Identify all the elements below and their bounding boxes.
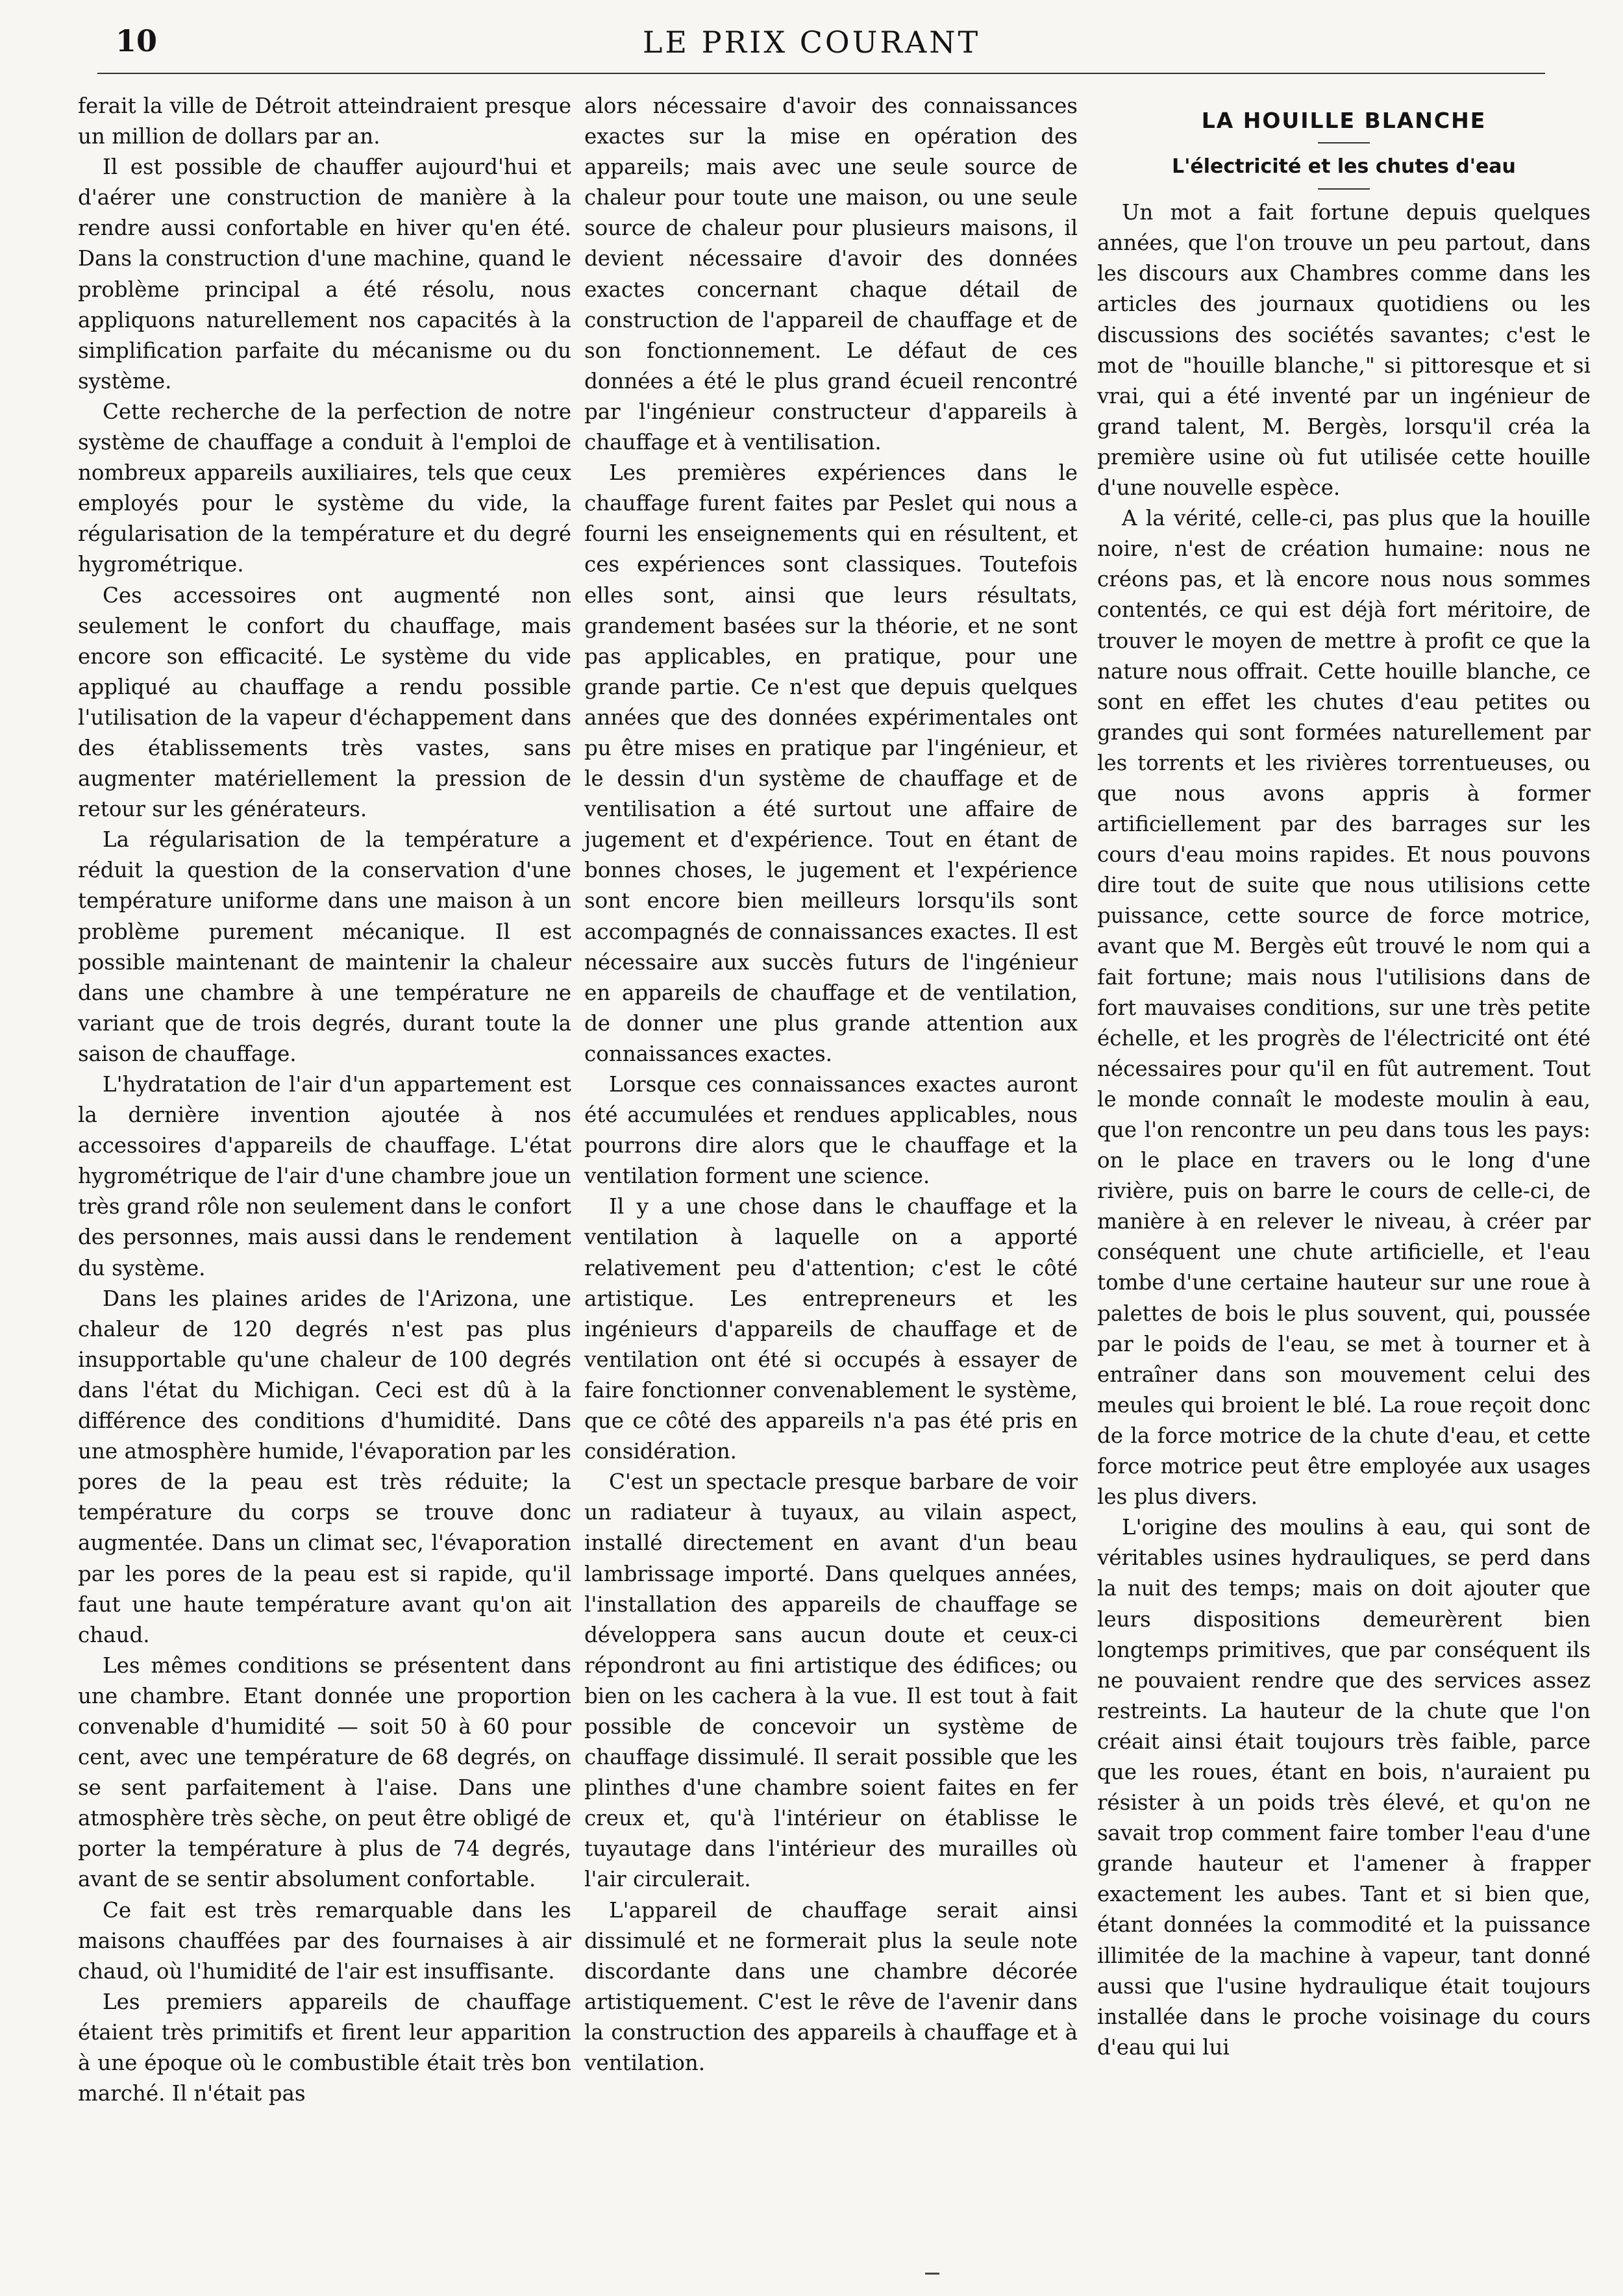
paragraph: Un mot a fait fortune depuis quelques années, que l'on trouve un peu partout, dans les discours aux Chambres comme dans les articles des journaux quotidiens ou les discussions des sociétés savantes; c'est le mot de "houille blanche," si pittoresque et si vrai, qui a été inventé par un ingénieur de grand talent, M. Bergès, lorsqu'il créa la première usine où fut utilisée cette houille d'une nouvelle espèce. bbox=[1097, 200, 1591, 501]
paragraph: Dans les plaines arides de l'Arizona, une chaleur de 120 degrés n'est pas plus insupportable qu'une chaleur de 100 degrés dans l'état du Michigan. Ceci est dû à la différence des conditions d'humidité. Dans une atmosphère humide, l'évaporation par les pores de la peau est très réduite; la température du corps se trouve donc augmentée. Dans un climat sec, l'évaporation par les pores de la peau est si rapide, qu'il faut une haute température avant qu'on ait chaud. bbox=[78, 1286, 571, 1647]
paragraph: ferait la ville de Détroit atteindraient presque un million de dollars par an. bbox=[78, 94, 571, 149]
column-1 bbox=[78, 91, 571, 2109]
paragraph: Les premiers appareils de chauffage étaient très primitifs et firent leur apparition à une époque où le combustible était très bon marché. Il n'était pas bbox=[78, 1989, 571, 2106]
paragraph: Ces accessoires ont augmenté non seulement le confort du chauffage, mais encore son efficacité. Le système du vide appliqué au chauffage a rendu possible l'utilisation de la vapeur d'échappement dans des établissements très vastes, sans augmenter matériellement la pression de retour sur les générateurs. bbox=[78, 582, 571, 822]
paragraph: L'hydratation de l'air d'un appartement est la dernière invention ajoutée à nos accessoires d'appareils de chauffage. L'état hygrométrique de l'air d'une chambre joue un très grand rôle non seulement dans le confort des personnes, mais aussi dans le rendement du système. bbox=[78, 1072, 571, 1280]
paragraph: Les premières expériences dans le chauffage furent faites par Peslet qui nous a fourni les enseignements qui en résultent, et ces expériences sont classiques. Toutefois elles sont, ainsi que leurs résultats, grandement basées sur la théorie, et ne sont pas applicables, en pratique, pour une grande partie. Ce n'est que depuis quelques années que des données expérimentales ont pu être mises en pratique par l'ingénieur, et le dessin d'un système de chauffage et de ventilisation a été surtout une affaire de jugement et d'expérience. Tout en étant de bonnes choses, le jugement et l'expérience sont encore bien meilleurs lorsqu'ils sont accompagnés de connaissances exactes. Il est nécessaire aux succès futurs de l'ingénieur en appareils de chauffage et de ventilation, de donner une plus grande attention aux connaissances exactes. bbox=[584, 460, 1078, 1066]
paragraph: A la vérité, celle-ci, pas plus que la houille noire, n'est de création humaine: nous ne créons pas, et là encore nous nous sommes contentés, ce qui est déjà fort méritoire, de trouver le moyen de mettre à profit ce que la nature nous offrait. Cette houille blanche, ce sont en effet les chutes d'eau petites ou grandes qui sont formées naturellement par les torrents et les rivières torrentueuses, ou que nous avons appris à former artificiellement par des barrages sur les cours d'eau moins rapides. Et nous pouvons dire tout de suite que nous utilisions cette puissance, cette source de force motrice, avant que M. Bergès eût trouvé le nom qui a fait fortune; mais nous l'utilisions dans de fort mauvaises conditions, sur une très petite échelle, et les progrès de l'électricité ont été nécessaires pour qu'il en fût autrement. Tout le monde connaît le modeste moulin à eau, que l'on rencontre un peu dans tous les pays: on le place en travers ou le long d'une rivière, puis on barre le cours de celle-ci, de manière à en relever le niveau, à créer par conséquent une chute artificielle, et l'eau tombe d'une certaine hauteur sur une roue à palettes de bois le plus souvent, qui, poussée par le poids de l'eau, se met à tourner et à entraîner dans son mouvement celui des meules qui broient le blé. La roue reçoit donc de la force motrice de la chute d'eau, et cette force motrice peut être employée aux usages les plus divers. bbox=[1097, 506, 1591, 1510]
paragraph: C'est un spectacle presque barbare de voir un radiateur à tuyaux, au vilain aspect, installé directement en avant d'un beau lambrissage importé. Dans quelques années, l'installation des appareils de chauffage se développera sans aucun doute et ceux-ci répondront au fini artistique des édifices; ou bien on les cachera à la vue. Il est tout à fait possible de concevoir un système de chauffage dissimulé. Il serait possible que les plinthes d'une chambre soient faites en fer creux et, qu'à l'intérieur on établisse le tuyautage dans l'intérieur des murailles où l'air circulerait. bbox=[584, 1469, 1078, 1892]
page-number: 10 bbox=[116, 23, 158, 58]
header-rule bbox=[97, 73, 1545, 74]
title-divider bbox=[1318, 142, 1370, 144]
article-subtitle: L'électricité et les chutes d'eau bbox=[1172, 155, 1516, 179]
paragraph: alors nécessaire d'avoir des connaissances exactes sur la mise en opération des appareils; mais avec une seule source de chaleur pour toute une maison, ou une seule source de chaleur pour plusieurs maisons, il devient nécessaire d'avoir des données exactes concernant chaque détail de construction de l'appareil de chauffage et de son fonctionnement. Le défaut de ces données a été le plus grand écueil rencontré par l'ingénieur constructeur d'appareils à chauffage et à ventilisation. bbox=[584, 94, 1078, 455]
paragraph: Ce fait est très remarquable dans les maisons chauffées par des fournaises à air chaud, où l'humidité de l'air est insuffisante. bbox=[78, 1897, 571, 1984]
subtitle-divider bbox=[1318, 188, 1370, 190]
paragraph: Les mêmes conditions se présentent dans une chambre. Etant donnée une proportion convenable d'humidité — soit 50 à 60 pour cent, avec une température de 68 degrés, on se sent parfaitement à l'aise. Dans une atmosphère très sèche, on peut être obligé de porter la température à plus de 74 degrés, avant de se sentir absolument confortable. bbox=[78, 1653, 571, 1892]
article-title: LA HOUILLE BLANCHE bbox=[1201, 108, 1487, 133]
paragraph: L'origine des moulins à eau, qui sont de véritables usines hydrauliques, se perd dans la nuit des temps; mais on doit ajouter que leurs dispositions demeurèrent bien longtemps primitives, que par conséquent ils ne pouvaient rendre que des services assez restreints. La hauteur de la chute que l'on créait ainsi était toujours très faible, parce que les roues, étant en bois, n'auraient pu résister à un poids très élevé, et qu'on ne savait trop comment faire tomber l'eau d'une grande hauteur et l'amener à frapper exactement les aubes. Tant et si bien que, étant données la commodité et la puissance illimitée de la machine à vapeur, tant donné aussi que l'usine hydraulique était toujours installée dans le proche voisinage du cours d'eau qui lui bbox=[1097, 1515, 1591, 2060]
paragraph: Cette recherche de la perfection de notre système de chauffage a conduit à l'emploi de nombreux appareils auxiliaires, tels que ceux employés pour le système du vide, la régularisation de la température et du degré hygrométrique. bbox=[78, 399, 571, 577]
column-3 bbox=[1097, 91, 1591, 2063]
paragraph: Lorsque ces connaissances exactes auront été accumulées et rendues applicables, nous pourrons dire alors que le chauffage et la ventilation forment une science. bbox=[584, 1072, 1078, 1189]
footer-mark bbox=[925, 2273, 939, 2275]
journal-title: LE PRIX COURANT bbox=[642, 25, 981, 60]
paragraph: La régularisation de la température a réduit la question de la conservation d'une température uniforme dans une maison à un problème purement mécanique. Il est possible maintenant de maintenir la chaleur dans une chambre à une température ne variant que de trois degrés, durant toute la saison de chauffage. bbox=[78, 827, 571, 1066]
column-2 bbox=[584, 91, 1078, 2078]
paragraph: Il y a une chose dans le chauffage et la ventilation à laquelle on a apporté relativement peu d'attention; c'est le côté artistique. Les entrepreneurs et les ingénieurs d'appareils de chauffage et de ventilation ont été si occupés à essayer de faire fonctionner convenablement le système, que ce côté des appareils n'a pas été pris en considération. bbox=[584, 1194, 1078, 1464]
paragraph: L'appareil de chauffage serait ainsi dissimulé et ne formerait plus la seule note discordante dans une chambre décorée artistiquement. C'est le rêve de l'avenir dans la construction des appareils à chauffage et à ventilation. bbox=[584, 1897, 1078, 2075]
paragraph: Il est possible de chauffer aujourd'hui et d'aérer une construction de manière à la rendre aussi confortable en hiver qu'en été. Dans la construction d'une machine, quand le problème principal a été résolu, nous appliquons naturellement nos capacités à la simplification parfaite du mécanisme ou du système. bbox=[78, 155, 571, 393]
